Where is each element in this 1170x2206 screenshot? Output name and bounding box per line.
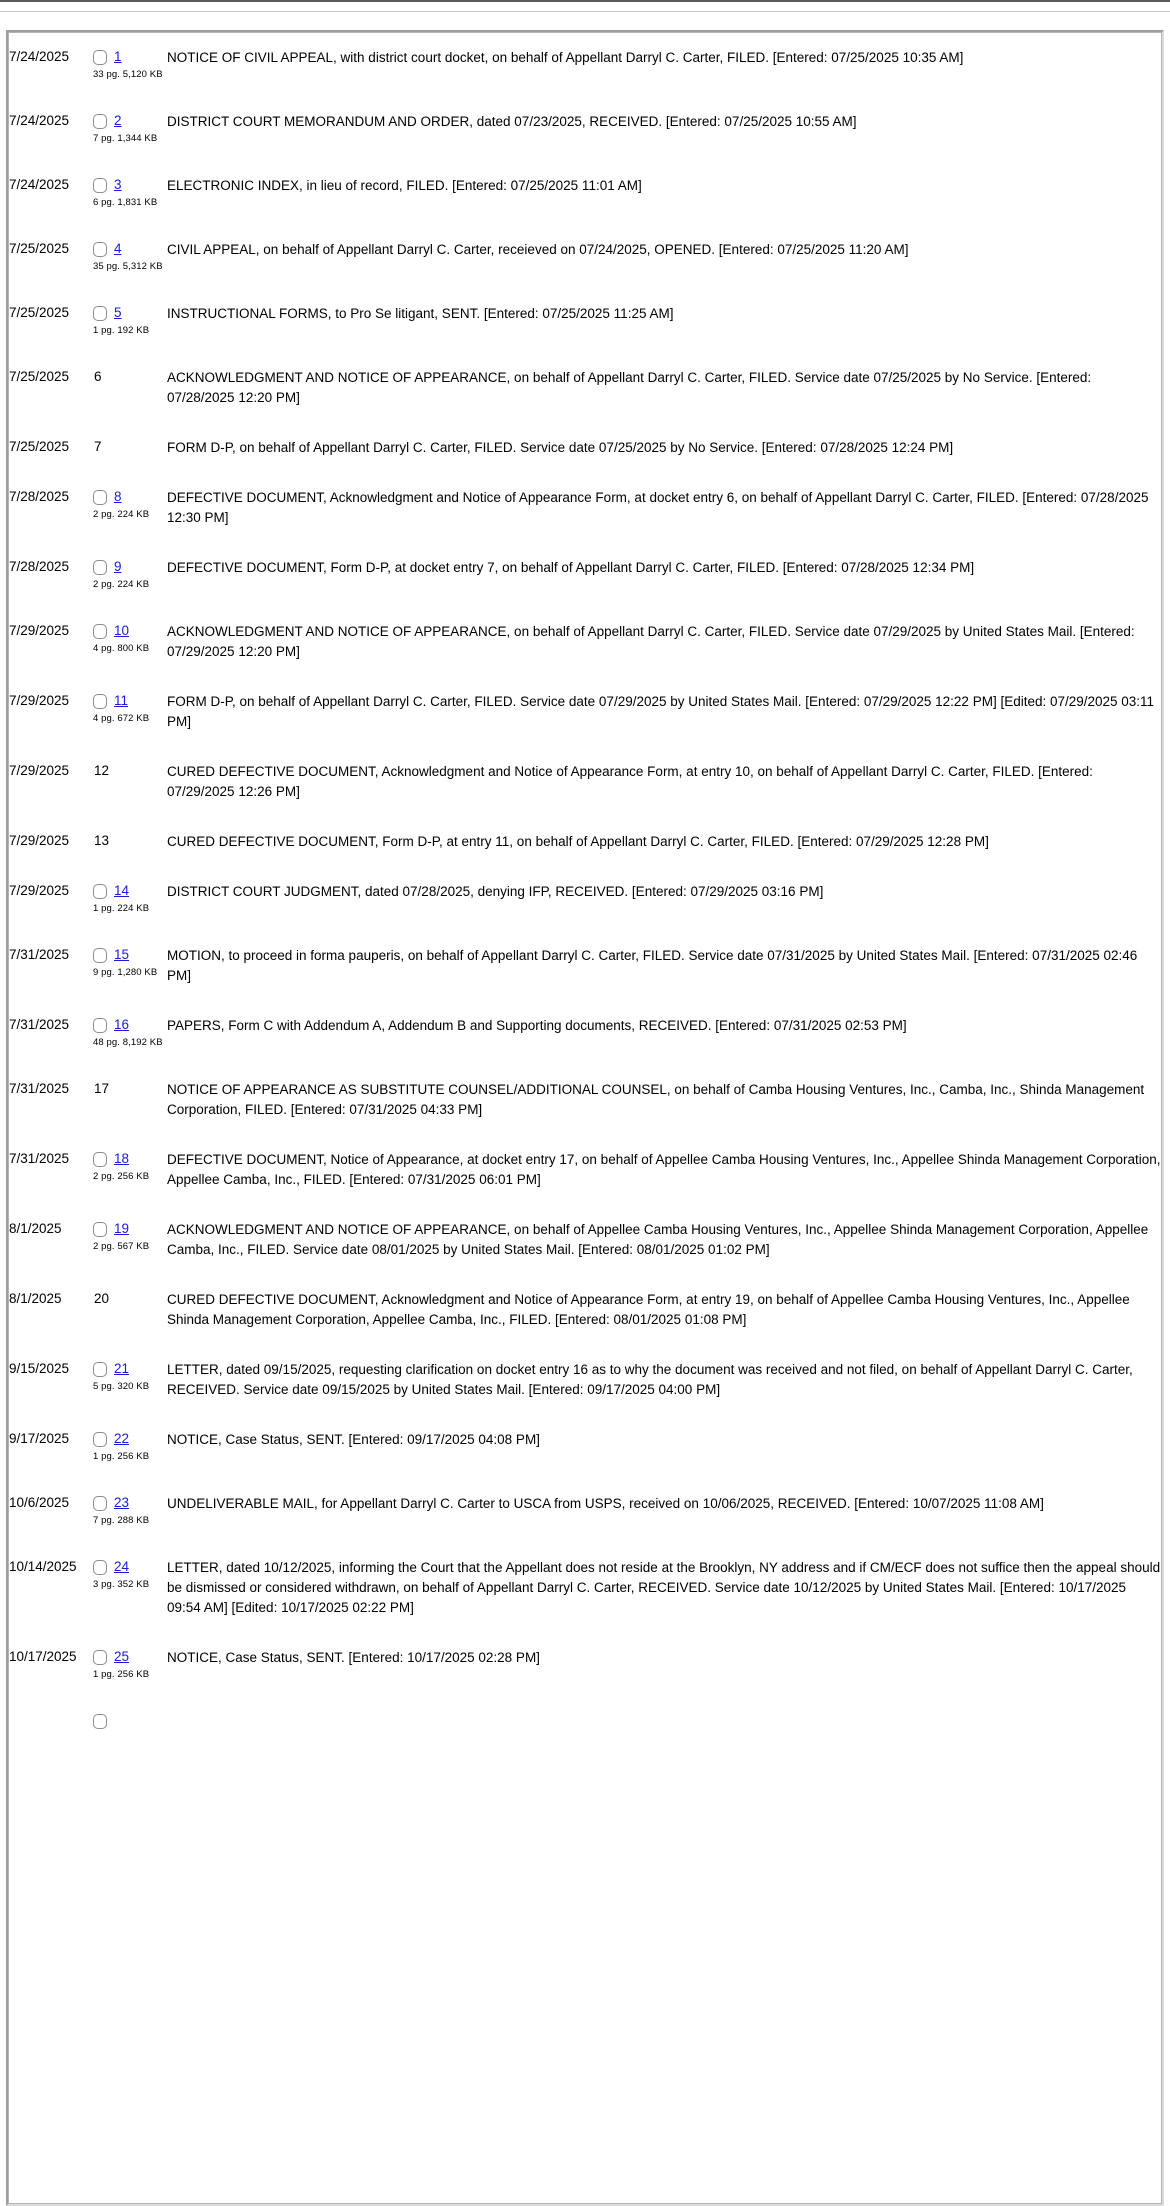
document-number-row bbox=[93, 1558, 167, 1576]
docket-entry-date: 7/31/2025 bbox=[9, 1017, 70, 1032]
docket-entry-description: NOTICE OF CIVIL APPEAL, with district court docket, on behalf of Appellant Darryl C. Carter, FILED. [Entered: 07/25/2025 10:35 AM] bbox=[167, 50, 964, 65]
table-row bbox=[9, 1345, 1161, 1415]
document-number-row bbox=[93, 622, 167, 640]
document-number-row bbox=[93, 176, 167, 194]
docket-entry-date: 7/29/2025 bbox=[9, 883, 70, 898]
document-number-link[interactable]: 14 bbox=[114, 883, 130, 898]
docket-entry-document-cell bbox=[93, 1415, 167, 1479]
docket-entry-date: 7/24/2025 bbox=[9, 177, 70, 192]
document-number-row bbox=[93, 882, 167, 900]
document-number-row bbox=[93, 558, 167, 576]
table-row bbox=[9, 1633, 1161, 1697]
docket-entry-description: NOTICE, Case Status, SENT. [Entered: 10/17/2025 02:28 PM] bbox=[167, 1650, 540, 1665]
docket-entry-description: CURED DEFECTIVE DOCUMENT, Acknowledgment and Notice of Appearance Form, at entry 19, on behalf of Appellee Camba Housing Ventures, Inc., Appellee Shinda Management Corporation, Appellee Camba, Inc., FILED. [Entered: 08/01/2025 01:08 PM] bbox=[167, 1292, 1130, 1327]
table-row bbox=[9, 33, 1161, 97]
document-page-size-info: 4 pg. 800 KB bbox=[93, 643, 150, 654]
document-page-size-info: 9 pg. 1,280 KB bbox=[93, 967, 158, 978]
docket-entry-description: INSTRUCTIONAL FORMS, to Pro Se litigant, SENT. [Entered: 07/25/2025 11:25 AM] bbox=[167, 306, 674, 321]
document-number-link[interactable]: 2 bbox=[114, 113, 122, 128]
docket-entry-date: 7/25/2025 bbox=[9, 241, 70, 256]
document-page-size-info: 2 pg. 256 KB bbox=[93, 1171, 150, 1182]
docket-entry-date: 9/15/2025 bbox=[9, 1361, 70, 1376]
document-number-link[interactable]: 9 bbox=[114, 559, 122, 574]
document-number-link[interactable]: 4 bbox=[114, 241, 122, 256]
docket-entry-document-cell bbox=[93, 423, 167, 473]
document-number-row bbox=[93, 1648, 167, 1666]
document-select-checkbox[interactable] bbox=[93, 306, 107, 321]
docket-entry-date: 7/24/2025 bbox=[9, 49, 70, 64]
table-row bbox=[9, 867, 1161, 931]
docket-entry-document-cell bbox=[93, 1001, 167, 1065]
docket-entry-document-cell bbox=[93, 1697, 167, 1745]
document-number-link[interactable]: 1 bbox=[114, 49, 122, 64]
docket-entry-date: 7/29/2025 bbox=[9, 833, 70, 848]
document-number-row bbox=[93, 1494, 167, 1512]
document-select-checkbox[interactable] bbox=[93, 50, 107, 65]
docket-entry-document-cell bbox=[93, 225, 167, 289]
document-select-checkbox[interactable] bbox=[93, 948, 107, 963]
document-number-row bbox=[93, 1360, 167, 1378]
document-page-size-info: 5 pg. 320 KB bbox=[93, 1381, 150, 1392]
document-select-checkbox[interactable] bbox=[93, 884, 107, 899]
document-number-row bbox=[93, 1220, 167, 1238]
document-number-link[interactable]: 19 bbox=[114, 1221, 130, 1236]
document-number-link[interactable]: 5 bbox=[114, 305, 122, 320]
docket-entry-date: 10/17/2025 bbox=[9, 1649, 77, 1664]
document-number-link[interactable]: 3 bbox=[114, 177, 122, 192]
table-row bbox=[9, 473, 1161, 543]
document-select-checkbox[interactable] bbox=[93, 560, 107, 575]
docket-entry-description: DEFECTIVE DOCUMENT, Notice of Appearance, at docket entry 17, on behalf of Appellee Camba Housing Ventures, Inc., Appellee Shinda Management Corporation, Appellee Camba, Inc., FILED. [Entered: 07/31/2025 06:01 PM] bbox=[167, 1152, 1161, 1187]
document-number-row bbox=[93, 488, 167, 506]
document-number-row bbox=[93, 1712, 167, 1730]
document-number-text: 7 bbox=[94, 439, 102, 454]
docket-table-frame bbox=[6, 30, 1164, 2206]
table-row bbox=[9, 1275, 1161, 1345]
docket-entry-document-cell bbox=[93, 1275, 167, 1345]
docket-entry-description: NOTICE, Case Status, SENT. [Entered: 09/17/2025 04:08 PM] bbox=[167, 1432, 540, 1447]
docket-entry-description: MOTION, to proceed in forma pauperis, on behalf of Appellant Darryl C. Carter, FILED. Service date 07/31/2025 by United States Mail. [Entered: 07/31/2025 02:46 PM] bbox=[167, 948, 1138, 983]
docket-entry-document-cell bbox=[93, 1479, 167, 1543]
table-row bbox=[9, 817, 1161, 867]
table-row bbox=[9, 353, 1161, 423]
docket-entry-description: DISTRICT COURT JUDGMENT, dated 07/28/2025, denying IFP, RECEIVED. [Entered: 07/29/2025 03:16 PM] bbox=[167, 884, 824, 899]
document-number-text: 13 bbox=[94, 833, 110, 848]
docket-entry-description: ELECTRONIC INDEX, in lieu of record, FILED. [Entered: 07/25/2025 11:01 AM] bbox=[167, 178, 642, 193]
docket-entry-date: 7/31/2025 bbox=[9, 947, 70, 962]
docket-entry-date: 10/6/2025 bbox=[9, 1495, 70, 1510]
docket-entry-document-cell bbox=[93, 1633, 167, 1697]
table-row bbox=[9, 1001, 1161, 1065]
document-page-size-info: 33 pg. 5,120 KB bbox=[93, 69, 163, 80]
table-row bbox=[9, 225, 1161, 289]
document-number-link[interactable]: 24 bbox=[114, 1559, 130, 1574]
document-number-row bbox=[93, 832, 167, 850]
document-page-size-info: 1 pg. 224 KB bbox=[93, 903, 150, 914]
document-page-size-info: 4 pg. 672 KB bbox=[93, 713, 150, 724]
document-number-row bbox=[93, 692, 167, 710]
table-row bbox=[9, 161, 1161, 225]
docket-entry-document-cell bbox=[93, 161, 167, 225]
docket-entry-description: DISTRICT COURT MEMORANDUM AND ORDER, dated 07/23/2025, RECEIVED. [Entered: 07/25/2025 10:55 AM] bbox=[167, 114, 857, 129]
document-number-row bbox=[93, 240, 167, 258]
document-select-checkbox[interactable] bbox=[93, 1222, 107, 1237]
document-page-size-info: 35 pg. 5,312 KB bbox=[93, 261, 163, 272]
document-select-checkbox[interactable] bbox=[93, 178, 107, 193]
document-number-row bbox=[93, 1016, 167, 1034]
docket-entry-description: CURED DEFECTIVE DOCUMENT, Acknowledgment and Notice of Appearance Form, at entry 10, on behalf of Appellant Darryl C. Carter, FILED. [Entered: 07/29/2025 12:26 PM] bbox=[167, 764, 1093, 799]
table-row bbox=[9, 931, 1161, 1001]
docket-entry-document-cell bbox=[93, 1345, 167, 1415]
document-select-checkbox[interactable] bbox=[93, 1714, 107, 1729]
docket-entry-date: 7/24/2025 bbox=[9, 113, 70, 128]
table-row bbox=[9, 1135, 1161, 1205]
document-select-checkbox[interactable] bbox=[93, 1018, 107, 1033]
docket-entry-date: 7/28/2025 bbox=[9, 489, 70, 504]
docket-entry-document-cell bbox=[93, 817, 167, 867]
docket-entry-description: ACKNOWLEDGMENT AND NOTICE OF APPEARANCE, on behalf of Appellant Darryl C. Carter, FILED. Service date 07/25/2025 by No Service. [Entered: 07/28/2025 12:20 PM] bbox=[167, 370, 1092, 405]
document-page-size-info: 2 pg. 224 KB bbox=[93, 579, 150, 590]
document-number-link[interactable]: 23 bbox=[114, 1495, 130, 1510]
document-number-row bbox=[93, 112, 167, 130]
document-page-size-info: 48 pg. 8,192 KB bbox=[93, 1037, 163, 1048]
document-number-text: 6 bbox=[94, 369, 102, 384]
document-number-link[interactable]: 8 bbox=[114, 489, 122, 504]
docket-entry-document-cell bbox=[93, 1543, 167, 1633]
docket-entry-date: 9/17/2025 bbox=[9, 1431, 70, 1446]
document-select-checkbox[interactable] bbox=[93, 1650, 107, 1665]
docket-table-inner bbox=[8, 32, 1162, 2204]
table-row bbox=[9, 289, 1161, 353]
docket-entry-document-cell bbox=[93, 1065, 167, 1135]
docket-entry-description: CIVIL APPEAL, on behalf of Appellant Darryl C. Carter, receieved on 07/24/2025, OPENED. [Entered: 07/25/2025 11:20 AM] bbox=[167, 242, 909, 257]
document-number-link[interactable]: 16 bbox=[114, 1017, 130, 1032]
docket-entry-description: LETTER, dated 09/15/2025, requesting clarification on docket entry 16 as to why the document was received and not filed, on behalf of Appellant Darryl C. Carter, RECEIVED. Service date 09/15/2025 by United States Mail. [Entered: 09/17/2025 04:00 PM] bbox=[167, 1362, 1133, 1397]
document-number-row bbox=[93, 48, 167, 66]
docket-entry-date: 8/1/2025 bbox=[9, 1221, 62, 1236]
document-number-text: 20 bbox=[94, 1291, 110, 1306]
document-select-checkbox[interactable] bbox=[93, 1560, 107, 1575]
docket-entry-document-cell bbox=[93, 33, 167, 97]
document-page-size-info: 2 pg. 224 KB bbox=[93, 509, 150, 520]
docket-entry-document-cell bbox=[93, 607, 167, 677]
table-row bbox=[9, 1065, 1161, 1135]
document-number-link[interactable]: 10 bbox=[114, 623, 130, 638]
docket-entry-description: LETTER, dated 10/12/2025, informing the Court that the Appellant does not reside at the Brooklyn, NY address and if CM/ECF does not suffice then the appeal should be dismissed or considered withdrawn, on behalf of Appellant Darryl C. Carter, RECEIVED. Service date 10/12/2025 by United States Mail. [Entered: 10/17/2025 09:54 AM] [Edited: 10/17/2025 02:22 PM] bbox=[167, 1560, 1161, 1615]
docket-entry-description: NOTICE OF APPEARANCE AS SUBSTITUTE COUNSEL/ADDITIONAL COUNSEL, on behalf of Camba Housing Ventures, Inc., Camba, Inc., Shinda Management Corporation, FILED. [Entered: 07/31/2025 04:33 PM] bbox=[167, 1082, 1145, 1117]
table-row bbox=[9, 1415, 1161, 1479]
docket-table-body bbox=[9, 33, 1161, 1745]
docket-entry-document-cell bbox=[93, 353, 167, 423]
document-number-link[interactable]: 22 bbox=[114, 1431, 130, 1446]
docket-entry-document-cell bbox=[93, 543, 167, 607]
docket-entry-date: 10/14/2025 bbox=[9, 1559, 77, 1574]
document-number-row bbox=[93, 438, 167, 456]
document-number-text: 17 bbox=[94, 1081, 110, 1096]
table-row bbox=[9, 1479, 1161, 1543]
table-row bbox=[9, 1697, 1161, 1745]
document-select-checkbox[interactable] bbox=[93, 242, 107, 257]
document-select-checkbox[interactable] bbox=[93, 114, 107, 129]
docket-entry-document-cell bbox=[93, 747, 167, 817]
document-number-row bbox=[93, 304, 167, 322]
document-number-link[interactable]: 18 bbox=[114, 1151, 130, 1166]
docket-entry-description: DEFECTIVE DOCUMENT, Form D-P, at docket entry 7, on behalf of Appellant Darryl C. Carter, FILED. [Entered: 07/28/2025 12:34 PM] bbox=[167, 560, 975, 575]
document-select-checkbox[interactable] bbox=[93, 694, 107, 709]
docket-entry-document-cell bbox=[93, 931, 167, 1001]
table-row bbox=[9, 677, 1161, 747]
document-select-checkbox[interactable] bbox=[93, 1432, 107, 1447]
docket-entry-date: 7/31/2025 bbox=[9, 1151, 70, 1166]
document-number-row bbox=[93, 1150, 167, 1168]
docket-entry-date: 7/25/2025 bbox=[9, 305, 70, 320]
document-number-link[interactable]: 25 bbox=[114, 1649, 130, 1664]
docket-entry-date: 7/25/2025 bbox=[9, 369, 70, 384]
document-number-row bbox=[93, 946, 167, 964]
docket-entry-date: 7/31/2025 bbox=[9, 1081, 70, 1096]
docket-entry-document-cell bbox=[93, 97, 167, 161]
document-number-text: 12 bbox=[94, 763, 110, 778]
docket-entry-document-cell bbox=[93, 1205, 167, 1275]
document-page-size-info: 3 pg. 352 KB bbox=[93, 1579, 150, 1590]
table-row bbox=[9, 747, 1161, 817]
docket-entry-description: FORM D-P, on behalf of Appellant Darryl C. Carter, FILED. Service date 07/29/2025 by United States Mail. [Entered: 07/29/2025 12:22 PM] [Edited: 07/29/2025 03:11 PM] bbox=[167, 694, 1155, 729]
document-page-size-info: 1 pg. 192 KB bbox=[93, 325, 150, 336]
docket-entry-document-cell bbox=[93, 289, 167, 353]
table-row bbox=[9, 1543, 1161, 1633]
document-page-size-info: 2 pg. 567 KB bbox=[93, 1241, 150, 1252]
document-number-link[interactable]: 15 bbox=[114, 947, 130, 962]
document-select-checkbox[interactable] bbox=[93, 1152, 107, 1167]
docket-entry-document-cell bbox=[93, 867, 167, 931]
content-gap bbox=[0, 12, 1170, 30]
docket-entry-document-cell bbox=[93, 473, 167, 543]
table-row bbox=[9, 543, 1161, 607]
document-number-row bbox=[93, 1290, 167, 1308]
document-number-row bbox=[93, 1430, 167, 1448]
docket-entry-date: 7/25/2025 bbox=[9, 439, 70, 454]
docket-entry-date: 7/28/2025 bbox=[9, 559, 70, 574]
document-page-size-info: 7 pg. 288 KB bbox=[93, 1515, 150, 1526]
docket-entry-description: ACKNOWLEDGMENT AND NOTICE OF APPEARANCE, on behalf of Appellant Darryl C. Carter, FILED. Service date 07/29/2025 by United States Mail. [Entered: 07/29/2025 12:20 PM] bbox=[167, 624, 1135, 659]
document-select-checkbox[interactable] bbox=[93, 1362, 107, 1377]
docket-entry-description: UNDELIVERABLE MAIL, for Appellant Darryl C. Carter to USCA from USPS, received on 10/06/2025, RECEIVED. [Entered: 10/07/2025 11:08 AM] bbox=[167, 1496, 1044, 1511]
docket-entry-date bbox=[9, 1697, 93, 1745]
document-number-link[interactable]: 11 bbox=[114, 693, 129, 708]
docket-entry-description: FORM D-P, on behalf of Appellant Darryl C. Carter, FILED. Service date 07/25/2025 by No Service. [Entered: 07/28/2025 12:24 PM] bbox=[167, 440, 954, 455]
document-number-row bbox=[93, 762, 167, 780]
docket-entry-date: 8/1/2025 bbox=[9, 1291, 62, 1306]
document-select-checkbox[interactable] bbox=[93, 1496, 107, 1511]
docket-entry-description: CURED DEFECTIVE DOCUMENT, Form D-P, at entry 11, on behalf of Appellant Darryl C. Carter, FILED. [Entered: 07/29/2025 12:28 PM] bbox=[167, 834, 989, 849]
docket-entry-description bbox=[167, 1697, 1161, 1745]
toolbar-strip bbox=[0, 2, 1170, 12]
document-select-checkbox[interactable] bbox=[93, 624, 107, 639]
document-number-link[interactable]: 21 bbox=[114, 1361, 130, 1376]
docket-table bbox=[9, 33, 1161, 1745]
docket-entry-document-cell bbox=[93, 1135, 167, 1205]
docket-entry-description: DEFECTIVE DOCUMENT, Acknowledgment and Notice of Appearance Form, at docket entry 6, on behalf of Appellant Darryl C. Carter, FILED. [Entered: 07/28/2025 12:30 PM] bbox=[167, 490, 1149, 525]
document-number-row bbox=[93, 1080, 167, 1098]
document-number-row bbox=[93, 368, 167, 386]
table-row bbox=[9, 423, 1161, 473]
table-row bbox=[9, 607, 1161, 677]
docket-entry-date: 7/29/2025 bbox=[9, 623, 70, 638]
docket-entry-description: PAPERS, Form C with Addendum A, Addendum B and Supporting documents, RECEIVED. [Entered: 07/31/2025 02:53 PM] bbox=[167, 1018, 907, 1033]
docket-entry-date: 7/29/2025 bbox=[9, 763, 70, 778]
docket-entry-description: ACKNOWLEDGMENT AND NOTICE OF APPEARANCE, on behalf of Appellee Camba Housing Ventures, Inc., Appellee Shinda Management Corporation, Appellee Camba, Inc., FILED. Service date 08/01/2025 by United States Mail. [Entered: 08/01/2025 01:02 PM] bbox=[167, 1222, 1149, 1257]
table-row bbox=[9, 1205, 1161, 1275]
table-row bbox=[9, 97, 1161, 161]
document-page-size-info: 1 pg. 256 KB bbox=[93, 1451, 150, 1462]
docket-entry-document-cell bbox=[93, 677, 167, 747]
document-page-size-info: 1 pg. 256 KB bbox=[93, 1669, 150, 1680]
document-page-size-info: 7 pg. 1,344 KB bbox=[93, 133, 158, 144]
docket-entry-date: 7/29/2025 bbox=[9, 693, 70, 708]
document-page-size-info: 6 pg. 1,831 KB bbox=[93, 197, 158, 208]
document-select-checkbox[interactable] bbox=[93, 490, 107, 505]
